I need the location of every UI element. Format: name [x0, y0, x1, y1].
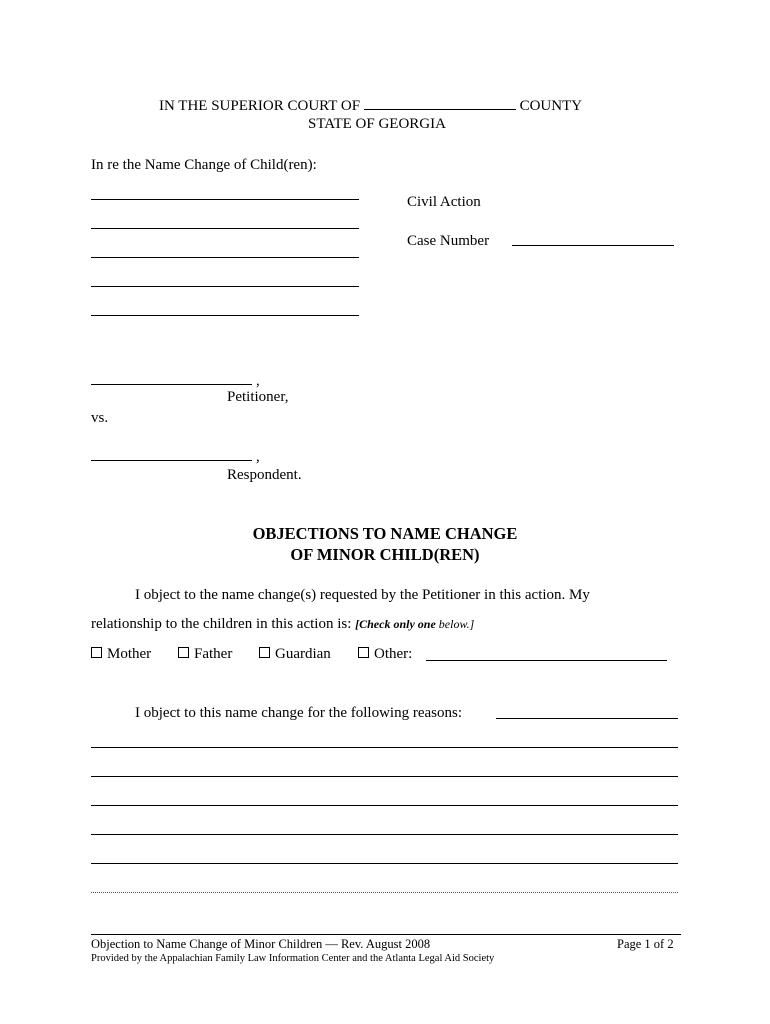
respondent-comma: ,: [256, 449, 260, 465]
child-name-line-4[interactable]: [91, 286, 359, 287]
option-guardian[interactable]: [259, 645, 331, 663]
footer-rule: [91, 934, 681, 935]
petitioner-name-line[interactable]: [91, 384, 252, 385]
mother-checkbox[interactable]: [91, 647, 102, 658]
reasons-line-4[interactable]: [91, 834, 678, 835]
relationship-label: relationship to the children in this action is:: [91, 616, 352, 632]
vs-label: vs.: [91, 410, 109, 426]
option-label: Other:: [374, 646, 413, 662]
petitioner-label: Petitioner,: [227, 389, 289, 405]
county-name-field[interactable]: [364, 95, 516, 110]
reasons-label: I object to this name change for the following reasons:: [135, 705, 462, 721]
option-label: Father: [194, 646, 233, 662]
reasons-field-inline[interactable]: [496, 718, 678, 719]
court-suffix: COUNTY: [519, 98, 583, 114]
court-heading: [159, 95, 582, 115]
child-name-line-3[interactable]: [91, 257, 359, 258]
court-prefix: IN THE SUPERIOR COURT OF: [159, 98, 361, 114]
state-heading: STATE OF GEORGIA: [308, 116, 446, 132]
reasons-line-2[interactable]: [91, 776, 678, 777]
option-other[interactable]: [358, 645, 412, 663]
father-checkbox[interactable]: [178, 647, 189, 658]
case-number-label: Case Number: [407, 233, 490, 249]
child-name-line-5[interactable]: [91, 315, 359, 316]
option-mother[interactable]: [91, 645, 151, 663]
reasons-line-5[interactable]: [91, 863, 678, 864]
option-label: Mother: [107, 646, 152, 662]
child-name-line-2[interactable]: [91, 228, 359, 229]
option-label: Guardian: [275, 646, 331, 662]
other-checkbox[interactable]: [358, 647, 369, 658]
civil-action-label: Civil Action: [407, 194, 481, 210]
petitioner-comma: ,: [256, 373, 260, 389]
reasons-line-3[interactable]: [91, 805, 678, 806]
document-title-line-2: OF MINOR CHILD(REN): [290, 545, 480, 564]
case-number-field[interactable]: [512, 245, 674, 246]
footer-page-number: Page 1 of 2: [617, 937, 674, 951]
child-name-line-1[interactable]: [91, 199, 359, 200]
reasons-line-6[interactable]: [91, 892, 678, 893]
respondent-label: Respondent.: [227, 467, 302, 483]
in-re-label: In re the Name Change of Child(ren):: [91, 157, 317, 173]
reasons-line-1[interactable]: [91, 747, 678, 748]
document-title-line-1: OBJECTIONS TO NAME CHANGE: [252, 524, 518, 543]
option-father[interactable]: [178, 645, 232, 663]
footer-provided-by: Provided by the Appalachian Family Law Information Center and the Atlanta Legal Aid Society: [91, 953, 495, 964]
other-relationship-field[interactable]: [426, 660, 667, 661]
footer-form-name: Objection to Name Change of Minor Children — Rev. August 2008: [91, 937, 431, 951]
respondent-name-line[interactable]: [91, 460, 252, 461]
check-instruction: [Check only one below.]: [355, 617, 475, 631]
relationship-line: [91, 615, 474, 633]
objection-statement: I object to the name change(s) requested by the Petitioner in this action. My: [135, 587, 590, 603]
guardian-checkbox[interactable]: [259, 647, 270, 658]
